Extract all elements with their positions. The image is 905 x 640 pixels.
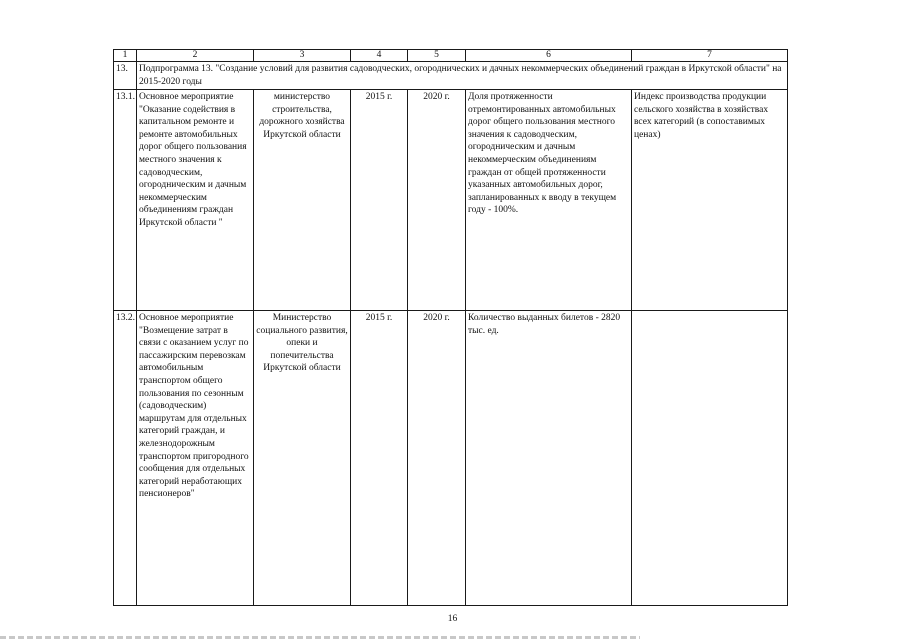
indicator-cell: Количество выданных билетов - 2820 тыс. ед. [466,311,632,606]
column-number-row [114,50,788,62]
column-number: 2 [137,50,254,62]
row-number: 13.2. [114,311,137,606]
column-number: 1 [114,50,137,62]
indicator-cell: Доля протяженности отремонтированных автомобильных дорог общего пользования местного значения к садоводческим, огородническим и дачным некоммерческим объединениям граждан от общей протяженности указанных автомобильных дорог, запланированных к вводу в текущем году - 100%. [466,90,632,311]
start-year-cell: 2015 г. [351,311,408,606]
column-number: 5 [408,50,466,62]
executor-cell: Министерство социального развития, опеки и попечительства Иркутской области [254,311,351,606]
subprogram-number: 13. [114,62,137,90]
subprogram-row [114,62,788,90]
column-number: 7 [632,50,788,62]
executor-cell: министерство строительства, дорожного хозяйства Иркутской области [254,90,351,311]
end-year-cell: 2020 г. [408,311,466,606]
page-number: 16 [447,614,458,624]
program-table [113,49,788,606]
table-row [114,311,788,606]
event-cell: Основное мероприятие "Возмещение затрат в связи с оказанием услуг по пассажирским перевозкам автомобильным транспортом общего пользования по сезонным (садоводческим) маршрутам для отдельных категорий граждан, и железнодорожным транспортом пригородного сообщения для отдельных категорий неработающих пенсионеров" [137,311,254,606]
target-indicator-cell: Индекс производства продукции сельского хозяйства в хозяйствах всех категорий (в сопоставимых ценах) [632,90,788,311]
subprogram-title: Подпрограмма 13. "Создание условий для развития садоводческих, огороднических и дачных некоммерческих объединений граждан в Иркутской области" на 2015-2020 годы [137,62,788,90]
scan-artifact [0,636,640,639]
table-row [114,90,788,311]
event-cell: Основное мероприятие "Оказание содействия в капитальном ремонте и ремонте автомобильных дорог общего пользования местного значения к садоводческим, огородническим и дачным некоммерческим объединениям граждан Иркутской области " [137,90,254,311]
start-year-cell: 2015 г. [351,90,408,311]
column-number: 4 [351,50,408,62]
target-indicator-cell [632,311,788,606]
column-number: 6 [466,50,632,62]
row-number: 13.1. [114,90,137,311]
end-year-cell: 2020 г. [408,90,466,311]
column-number: 3 [254,50,351,62]
